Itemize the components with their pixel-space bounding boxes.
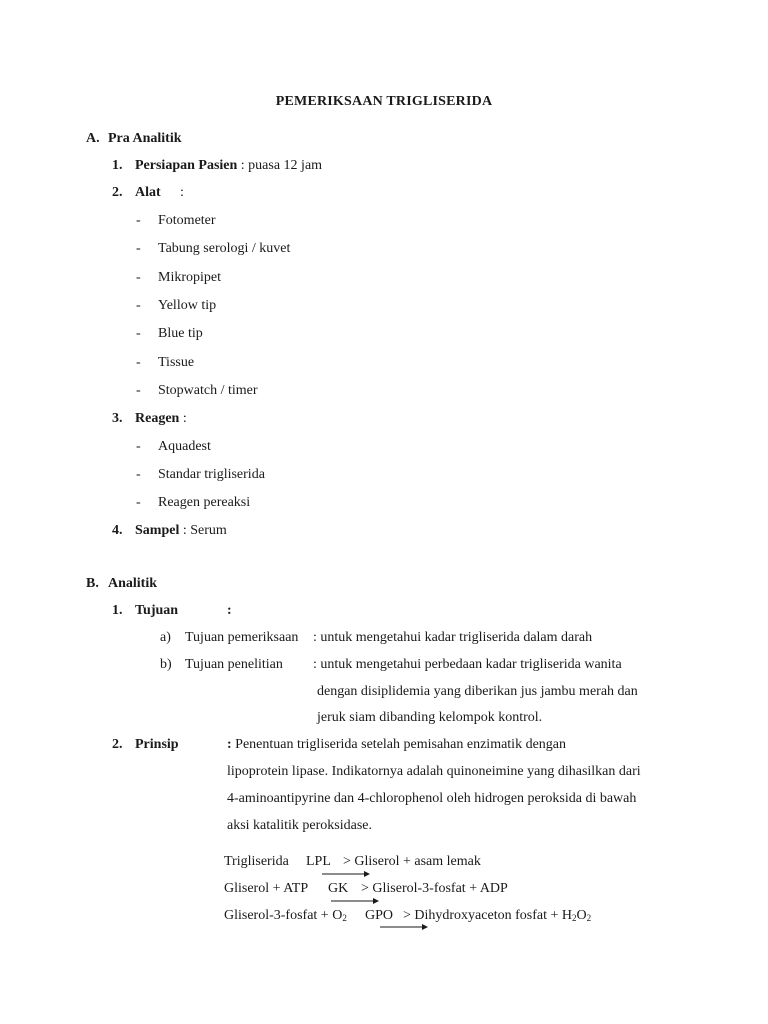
reaction-3-left xyxy=(224,908,347,926)
list-dash: - xyxy=(136,241,141,256)
prinsip-label: Prinsip xyxy=(135,737,179,752)
list-dash: - xyxy=(136,326,141,341)
separator: : xyxy=(179,523,191,538)
reaction-3-right-text: O xyxy=(576,908,587,923)
tujuan-penelitian-text-line: jeruk siam dibanding kelompok kontrol. xyxy=(317,710,543,725)
item-number: 2. xyxy=(112,185,123,200)
list-dash: - xyxy=(136,467,141,482)
list-dash: - xyxy=(136,383,141,398)
tujuan-pemeriksaan-label: Tujuan pemeriksaan xyxy=(185,630,299,645)
reaction-1-arrow xyxy=(322,870,370,878)
item-number: 4. xyxy=(112,523,123,538)
list-item: Standar trigliserida xyxy=(158,467,265,482)
prinsip-line xyxy=(227,737,566,753)
list-dash: - xyxy=(136,439,141,454)
list-dash: - xyxy=(136,355,141,370)
section-a-letter: A. xyxy=(86,131,100,146)
list-dash: - xyxy=(136,213,141,228)
reaction-2-enzyme: GK xyxy=(328,881,349,896)
persiapan-pasien-value: puasa 12 jam xyxy=(248,158,323,173)
item-number: 1. xyxy=(112,158,123,173)
reagen-label: Reagen xyxy=(135,411,180,426)
list-item: Yellow tip xyxy=(158,298,217,313)
section-a-heading: Pra Analitik xyxy=(108,131,182,146)
subscript: 2 xyxy=(571,913,577,923)
list-item: Tissue xyxy=(158,355,195,370)
persiapan-pasien-line xyxy=(135,158,322,174)
reaction-3-right xyxy=(403,908,591,926)
list-item: Mikropipet xyxy=(158,270,221,285)
tujuan-label: Tujuan xyxy=(135,603,179,618)
reaction-2-left: Gliserol + ATP xyxy=(224,881,309,896)
list-dash: - xyxy=(136,270,141,285)
item-number: 3. xyxy=(112,411,123,426)
subscript: 2 xyxy=(342,913,347,923)
subscript: 2 xyxy=(586,913,592,923)
list-item: Reagen pereaksi xyxy=(158,495,251,510)
tujuan-penelitian-text-line: dengan disiplidemia yang diberikan jus jambu merah dan xyxy=(317,684,638,699)
list-dash: - xyxy=(136,495,141,510)
reaction-3-enzyme: GPO xyxy=(365,908,394,923)
reaction-2-arrow xyxy=(331,897,379,905)
reaction-1-left: Trigliserida xyxy=(224,854,289,869)
persiapan-pasien-label: Persiapan Pasien xyxy=(135,158,238,173)
alat-colon: : xyxy=(180,185,184,200)
reaction-3-right-text: > Dihydroxyaceton fosfat + H xyxy=(403,908,572,923)
page-title: PEMERIKSAAN TRIGLISERIDA xyxy=(275,94,493,109)
reaction-1-enzyme: LPL xyxy=(306,854,331,869)
alat-label: Alat xyxy=(135,185,161,200)
reaction-3-arrow xyxy=(380,923,428,931)
reaction-2-right: > Gliserol-3-fosfat + ADP xyxy=(361,881,508,896)
item-number: 2. xyxy=(112,737,123,752)
separator: : xyxy=(179,411,187,426)
list-item: Tabung serologi / kuvet xyxy=(158,241,291,256)
sampel-line xyxy=(135,523,227,539)
sampel-label: Sampel xyxy=(135,523,180,538)
reagen-line xyxy=(135,411,187,427)
tujuan-penelitian-text-line: : untuk mengetahui perbedaan kadar trigliserida wanita xyxy=(313,657,622,672)
tujuan-penelitian-label: Tujuan penelitian xyxy=(185,657,283,672)
prinsip-text-line: Penentuan trigliserida setelah pemisahan enzimatik dengan xyxy=(231,737,567,752)
item-number: 1. xyxy=(112,603,123,618)
prinsip-text-line: lipoprotein lipase. Indikatornya adalah quinoneimine yang dihasilkan dari xyxy=(227,764,641,779)
list-dash: - xyxy=(136,298,141,313)
sub-marker: a) xyxy=(160,630,171,645)
list-item: Blue tip xyxy=(158,326,203,341)
section-b-heading: Analitik xyxy=(108,576,158,591)
separator: : xyxy=(237,158,249,173)
sub-marker: b) xyxy=(160,657,172,672)
prinsip-colon: : xyxy=(227,737,232,752)
prinsip-text-line: aksi katalitik peroksidase. xyxy=(227,818,373,833)
tujuan-pemeriksaan-text: : untuk mengetahui kadar trigliserida dalam darah xyxy=(313,630,593,645)
sampel-value: Serum xyxy=(190,523,227,538)
list-item: Fotometer xyxy=(158,213,216,228)
reaction-1-right: > Gliserol + asam lemak xyxy=(343,854,481,869)
reaction-3-left-text: Gliserol-3-fosfat + O xyxy=(224,908,343,923)
prinsip-text-line: 4-aminoantipyrine dan 4-chlorophenol oleh hidrogen peroksida di bawah xyxy=(227,791,637,806)
section-b-letter: B. xyxy=(86,576,99,591)
tujuan-colon: : xyxy=(227,603,232,618)
list-item: Aquadest xyxy=(158,439,211,454)
list-item: Stopwatch / timer xyxy=(158,383,258,398)
